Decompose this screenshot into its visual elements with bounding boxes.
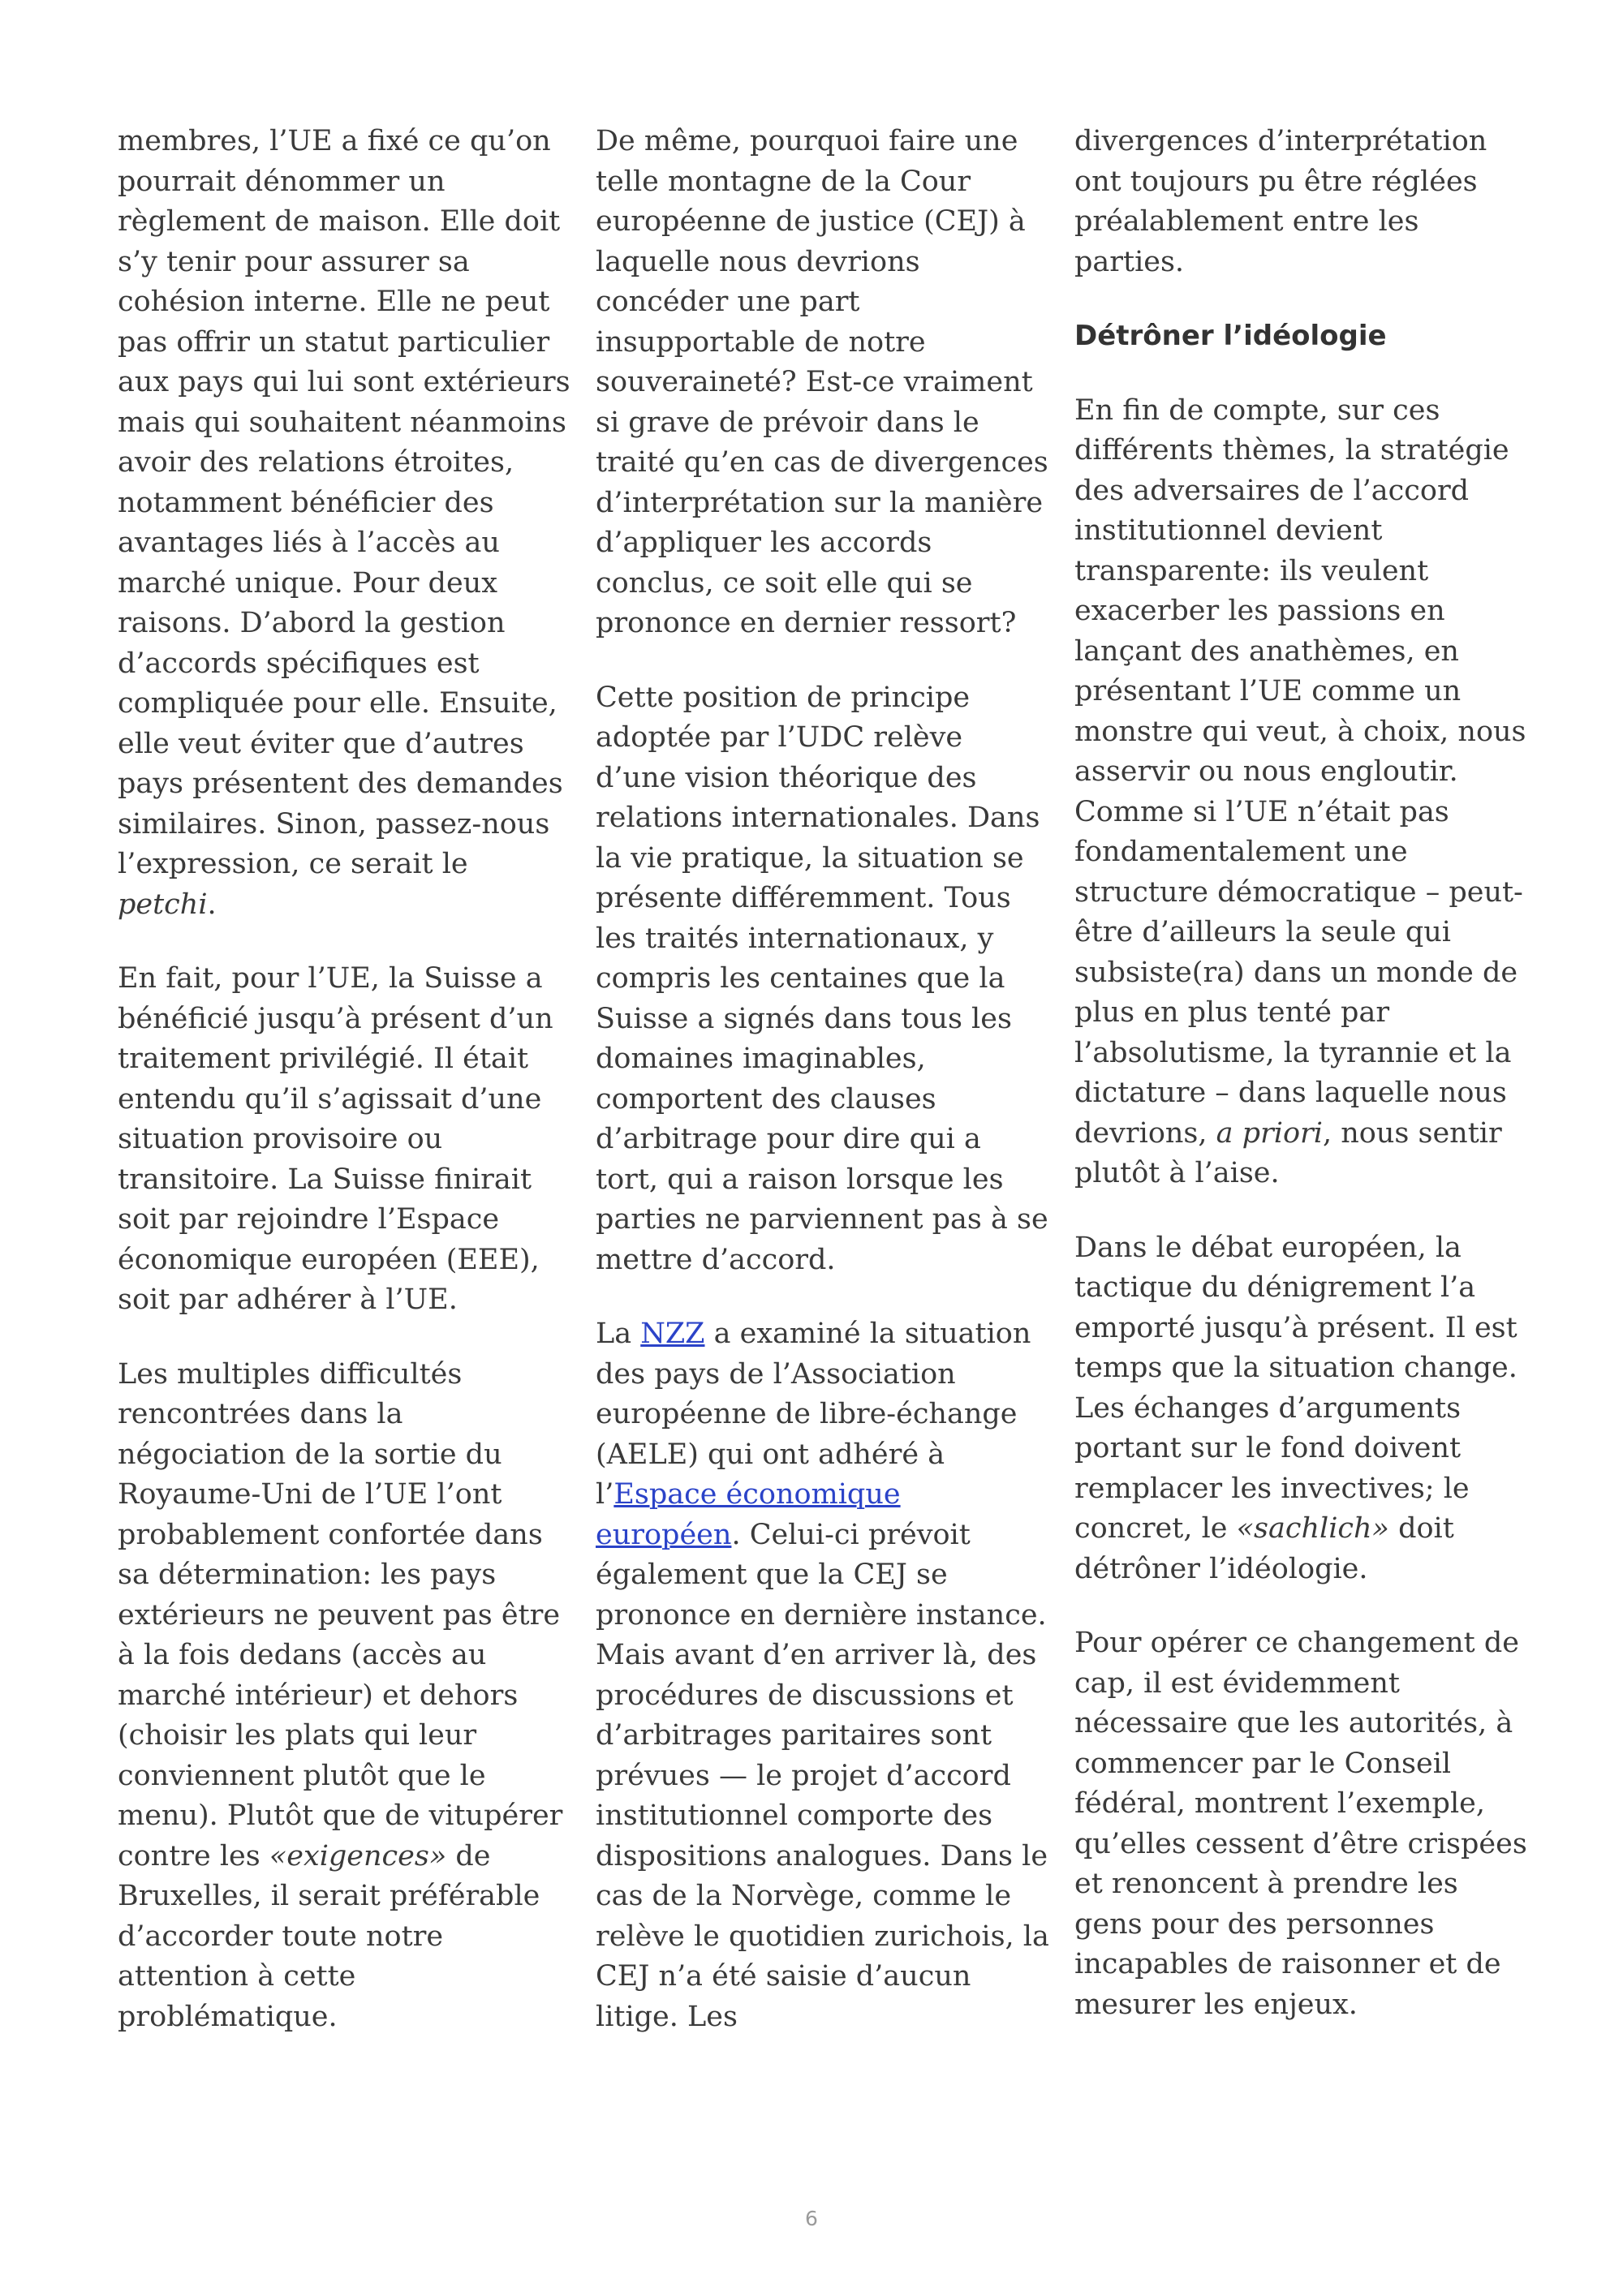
paragraph: membres, l’UE a fixé ce qu’on pourrait dénommer un règlement de maison. Elle doit s’y tenir pour assurer sa cohésion interne. Elle ne peut pas offrir un statut particulier aux pays qui lui sont extérieurs mais qui souhaitent néanmoins avoir des relations étroites, notamment bénéficier des avantages liés à l’accès au marché unique. Pour deux raisons. D’abord la gestion d’accords spécifiques est compliquée pour elle. Ensuite, elle veut éviter que d’autres pays présentent des demandes similaires. Sinon, passez-nous l’expression, ce serait le petchi. — [118, 125, 570, 921]
eee-link[interactable]: Espace économique européen — [596, 1478, 901, 1551]
paragraph: divergences d’interprétation ont toujours pu être réglées préalablement entre les parties. — [1074, 125, 1487, 278]
emphasis: a priori — [1216, 1116, 1323, 1150]
column-1 — [118, 122, 572, 2071]
column-2 — [596, 122, 1050, 2071]
paragraph: Pour opérer ce changement de cap, il est évidemment nécessaire que les autorités, à commencer par le Conseil fédéral, montrent l’exemple, qu’elles cessent d’être crispées et renoncent à prendre les gens pour des personnes incapables de raisonner et de mesurer les enjeux. — [1074, 1627, 1527, 2021]
paragraph: Cette position de principe adoptée par l’UDC relève d’une vision théorique des relations internationales. Dans la vie pratique, la situation se présente différemment. Tous les traités internationaux, y compris les centaines que la Suisse a signés dans tous les domaines imaginables, comportent des clauses d’arbitrage pour dire qui a tort, qui a raison lorsque les parties ne parviennent pas à se mettre d’accord. — [596, 681, 1048, 1276]
column-3 — [1074, 122, 1529, 2059]
section-heading: Détrôner l’idéologie — [1074, 320, 1387, 352]
paragraph: La NZZ a examiné la situation des pays de l’Association européenne de libre-échange (AELE) qui ont adhéré à l’Espace économique européen. Celui-ci prévoit également que la CEJ se prononce en dernière instance. Mais avant d’en arriver là, des procédures de discussions et d’arbitrages paritaires sont prévues — le projet d’accord institutionnel comporte des dispositions analogues. Dans le cas de la Norvège, comme le relève le quotidien zurichois, la CEJ n’a été saisie d’aucun litige. Les — [596, 1318, 1049, 2033]
emphasis: petchi — [118, 888, 208, 921]
emphasis: «sachlich» — [1236, 1512, 1389, 1545]
paragraph: En fin de compte, sur ces différents thèmes, la stratégie des adversaires de l’accord institutionnel devient transparente: ils veulent exacerber les passions en lançant des anathèmes, en présentant l’UE comme un monstre qui veut, à choix, nous asservir ou nous engloutir. Comme si l’UE n’était pas fondamentalement une structure démocratique – peut-être d’ailleurs la seule qui subsiste(ra) dans un monde de plus en plus tenté par l’absolutisme, la tyrannie et la dictature – dans laquelle nous devrions, a priori, nous sentir plutôt à l’aise. — [1074, 393, 1526, 1189]
page-number: 6 — [805, 2207, 818, 2230]
nzz-link[interactable]: NZZ — [640, 1318, 705, 1350]
paragraph: Les multiples difficultés rencontrées dans la négociation de la sortie du Royaume-Uni de l’UE l’ont probablement confortée dans sa détermination: les pays extérieurs ne peuvent pas être à la fois dedans (accès au marché intérieur) et dehors (choisir les plats qui leur conviennent plutôt que le menu). Plutôt que de vitupérer contre les «exigences» de Bruxelles, il serait préférable d’accorder toute notre attention à cette problématique. — [118, 1357, 563, 2033]
paragraph: En fait, pour l’UE, la Suisse a bénéficié jusqu’à présent d’un traitement privilégié. Il était entendu qu’il s’agissait d’une situation provisoire ou transitoire. La Suisse finirait soit par rejoindre l’Espace économique européen (EEE), soit par adhérer à l’UE. — [118, 962, 553, 1316]
paragraph: Dans le débat européen, la tactique du dénigrement l’a emporté jusqu’à présent. Il est temps que la situation change. Les échanges d’arguments portant sur le fond doivent remplacer les invectives; le concret, le «sachlich» doit détrôner l’idéologie. — [1074, 1231, 1518, 1585]
paragraph: De même, pourquoi faire une telle montagne de la Cour européenne de justice (CEJ) à laquelle nous devrions concéder une part insupportable de notre souveraineté? Est-ce vraiment si grave de prévoir dans le traité qu’en cas de divergences d’interprétation sur la manière d’appliquer les accords conclus, ce soit elle qui se prononce en dernier ressort? — [596, 125, 1048, 639]
emphasis: «exigences» — [269, 1839, 447, 1872]
